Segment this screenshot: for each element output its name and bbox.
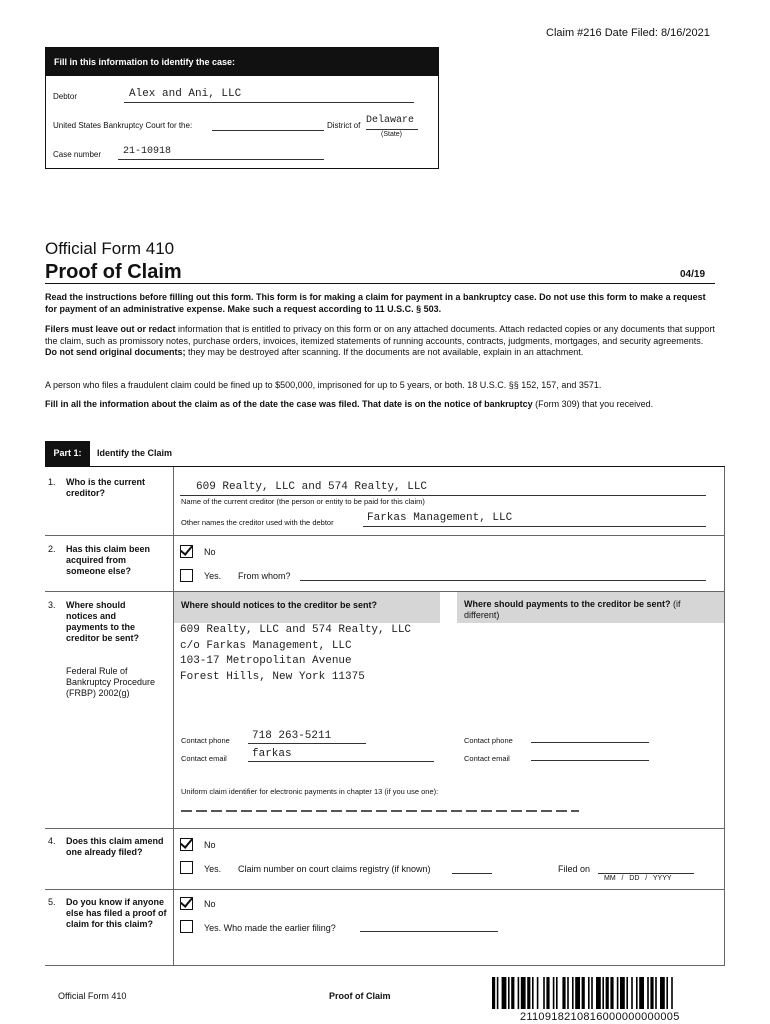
district-value: Delaware	[366, 115, 415, 126]
q4-yes-label: Yes.	[204, 864, 222, 874]
barcode-number: 2110918210816000000000005	[520, 1011, 680, 1023]
instructions-p2	[45, 324, 715, 359]
q2-no-checkbox[interactable]	[180, 545, 193, 558]
creditor-name-field[interactable]	[180, 481, 706, 496]
payment-email-label: Contact email	[464, 754, 510, 763]
q5-no-label: No	[204, 899, 216, 909]
instructions-p4-bold: Fill in all the information about the claim as of the date the case was filed. That date is on the notice of bankruptcy	[45, 399, 533, 409]
notice-address-line-2: c/o Farkas Management, LLC	[180, 639, 352, 652]
instructions-p2-text-b: they may be destroyed after scanning. If the documents are not available, explain in an attachment.	[185, 347, 584, 357]
case-box	[45, 47, 439, 169]
q1-bottom-rule	[45, 535, 725, 536]
payment-phone-field[interactable]	[531, 731, 649, 743]
q2-number: 2.	[48, 544, 56, 554]
notice-email-field[interactable]	[248, 748, 434, 762]
q2-yes-checkbox[interactable]	[180, 569, 193, 582]
notice-phone-field[interactable]	[248, 730, 366, 744]
notice-address[interactable]	[180, 623, 411, 685]
form-title: Proof of Claim	[45, 261, 182, 283]
claim-info: Claim #216 Date Filed: 8/16/2021	[546, 27, 710, 39]
uci-label: Uniform claim identifier for electronic payments in chapter 13 (if you use one):	[181, 787, 439, 796]
notice-email-label: Contact email	[181, 754, 227, 763]
q4-no-checkbox[interactable]	[180, 838, 193, 851]
q4-bottom-rule	[45, 889, 725, 890]
q4-no-label: No	[204, 840, 216, 850]
instructions-p1: Read the instructions before filling out this form. This form is for making a claim for payment in a bankruptcy case. Do not use this form to make a request for payment of an administrative expense. Make such a request according to 11 U.S.C. § 503.	[45, 292, 706, 314]
q5-bottom-rule	[45, 965, 725, 966]
case-number-field[interactable]	[118, 146, 324, 160]
payment-email-field[interactable]	[531, 749, 649, 761]
instructions-p4-text: (Form 309) that you received.	[532, 399, 654, 409]
state-caption: (State)	[381, 131, 403, 138]
barcode-image	[492, 977, 756, 1009]
creditor-name-value: 609 Realty, LLC and 574 Realty, LLC	[196, 481, 428, 493]
notice-address-line-1: 609 Realty, LLC and 574 Realty, LLC	[180, 624, 412, 636]
payments-header-note: (if different)	[464, 599, 681, 620]
q4-question: Does this claim amend one already filed?	[66, 836, 164, 857]
creditor-name-caption: Name of the current creditor (the person or entity to be paid for this claim)	[181, 497, 425, 506]
q5-number: 5.	[48, 897, 56, 907]
q3-rule: Federal Rule of Bankruptcy Procedure (FRBP) 2002(g)	[66, 666, 156, 698]
case-number-label: Case number	[53, 150, 102, 159]
debtor-field[interactable]	[124, 88, 414, 103]
debtor-value: Alex and Ani, LLC	[129, 88, 242, 100]
payments-header	[457, 592, 724, 623]
instructions-p4	[45, 399, 715, 411]
notice-phone-value: 718 263-5211	[252, 730, 332, 742]
form-version: 04/19	[680, 269, 706, 280]
court-label: United States Bankruptcy Court for the:	[53, 121, 193, 130]
form-number: Official Form 410	[45, 239, 175, 258]
case-number-value: 21-10918	[123, 146, 172, 157]
q1-number: 1.	[48, 477, 56, 487]
court-field[interactable]	[212, 118, 324, 131]
part1-title: Identify the Claim	[97, 448, 173, 458]
payment-phone-label: Contact phone	[464, 736, 513, 745]
notice-email-value: farkas	[252, 748, 292, 760]
q4-filed-on-field[interactable]	[598, 862, 694, 874]
payments-header-text	[464, 599, 714, 621]
q3-bottom-rule	[45, 828, 725, 829]
uci-field[interactable]	[181, 807, 579, 812]
instructions-p3: A person who files a fraudulent claim could be fined up to $500,000, imprisoned for up to 5 years, or both. 18 U.S.C. §§ 152, 157, and 3571.	[45, 380, 602, 390]
q5-yes-label: Yes. Who made the earlier filing?	[204, 923, 336, 933]
notice-address-line-4: Forest Hills, New York 11375	[180, 670, 365, 683]
q2-question: Has this claim been acquired from someone else?	[66, 544, 151, 576]
q4-yes-checkbox[interactable]	[180, 861, 193, 874]
payments-header-bold: Where should payments to the creditor be sent?	[464, 599, 671, 609]
q5-question: Do you know if anyone else has filed a proof of claim for this claim?	[66, 897, 167, 929]
q4-date-caption: MM / DD / YYYY	[604, 875, 672, 882]
q4-filed-on-label: Filed on	[558, 864, 591, 874]
footer-title: Proof of Claim	[329, 991, 391, 1001]
case-box-title: Fill in this information to identify the case:	[46, 48, 438, 76]
notice-address-line-3: 103-17 Metropolitan Avenue	[180, 655, 352, 667]
q3-number: 3.	[48, 600, 56, 610]
other-names-label: Other names the creditor used with the debtor	[181, 518, 334, 527]
q2-yes-label: Yes.	[204, 571, 222, 581]
q3-question: Where should notices and payments to the creditor be sent?	[66, 600, 140, 643]
part1-rule	[45, 466, 725, 467]
q5-no-checkbox[interactable]	[180, 897, 193, 910]
form-right-border	[724, 467, 725, 965]
q2-no-label: No	[204, 547, 216, 557]
instructions-p2-text-a: information that is entitled to privacy on this form or on any attached documents. Attach redacted copies or any documents that support the claim, such as promissory notes, purchase orders, invoices, itemized statements of running accounts, contracts, judgments, mortgages, and security agreements.	[45, 324, 715, 346]
other-names-field[interactable]	[363, 512, 706, 527]
notices-header	[174, 592, 440, 623]
notices-header-text: Where should notices to the creditor be sent?	[181, 600, 378, 610]
q2-from-whom-label: From whom?	[238, 571, 291, 581]
q5-earlier-filing-field[interactable]	[360, 920, 498, 932]
q5-yes-checkbox[interactable]	[180, 920, 193, 933]
q1-question: Who is the current creditor?	[66, 477, 146, 498]
district-field[interactable]	[366, 115, 418, 130]
q2-from-whom-field[interactable]	[300, 569, 706, 581]
question-column-divider	[173, 467, 174, 965]
district-label: District of	[327, 121, 361, 130]
title-rule	[45, 283, 715, 284]
q4-claim-number-field[interactable]	[452, 862, 492, 874]
q4-claim-number-label: Claim number on court claims registry (if known)	[238, 864, 431, 874]
instructions-p2-bold-b: Do not send original documents;	[45, 347, 186, 357]
debtor-label: Debtor	[53, 92, 78, 101]
q4-number: 4.	[48, 836, 56, 846]
instructions-p2-bold-a: Filers must leave out or redact	[45, 324, 176, 334]
notice-phone-label: Contact phone	[181, 736, 230, 745]
other-names-value: Farkas Management, LLC	[367, 512, 513, 524]
footer-form-number: Official Form 410	[58, 991, 127, 1001]
part1-tag: Part 1:	[45, 441, 90, 466]
